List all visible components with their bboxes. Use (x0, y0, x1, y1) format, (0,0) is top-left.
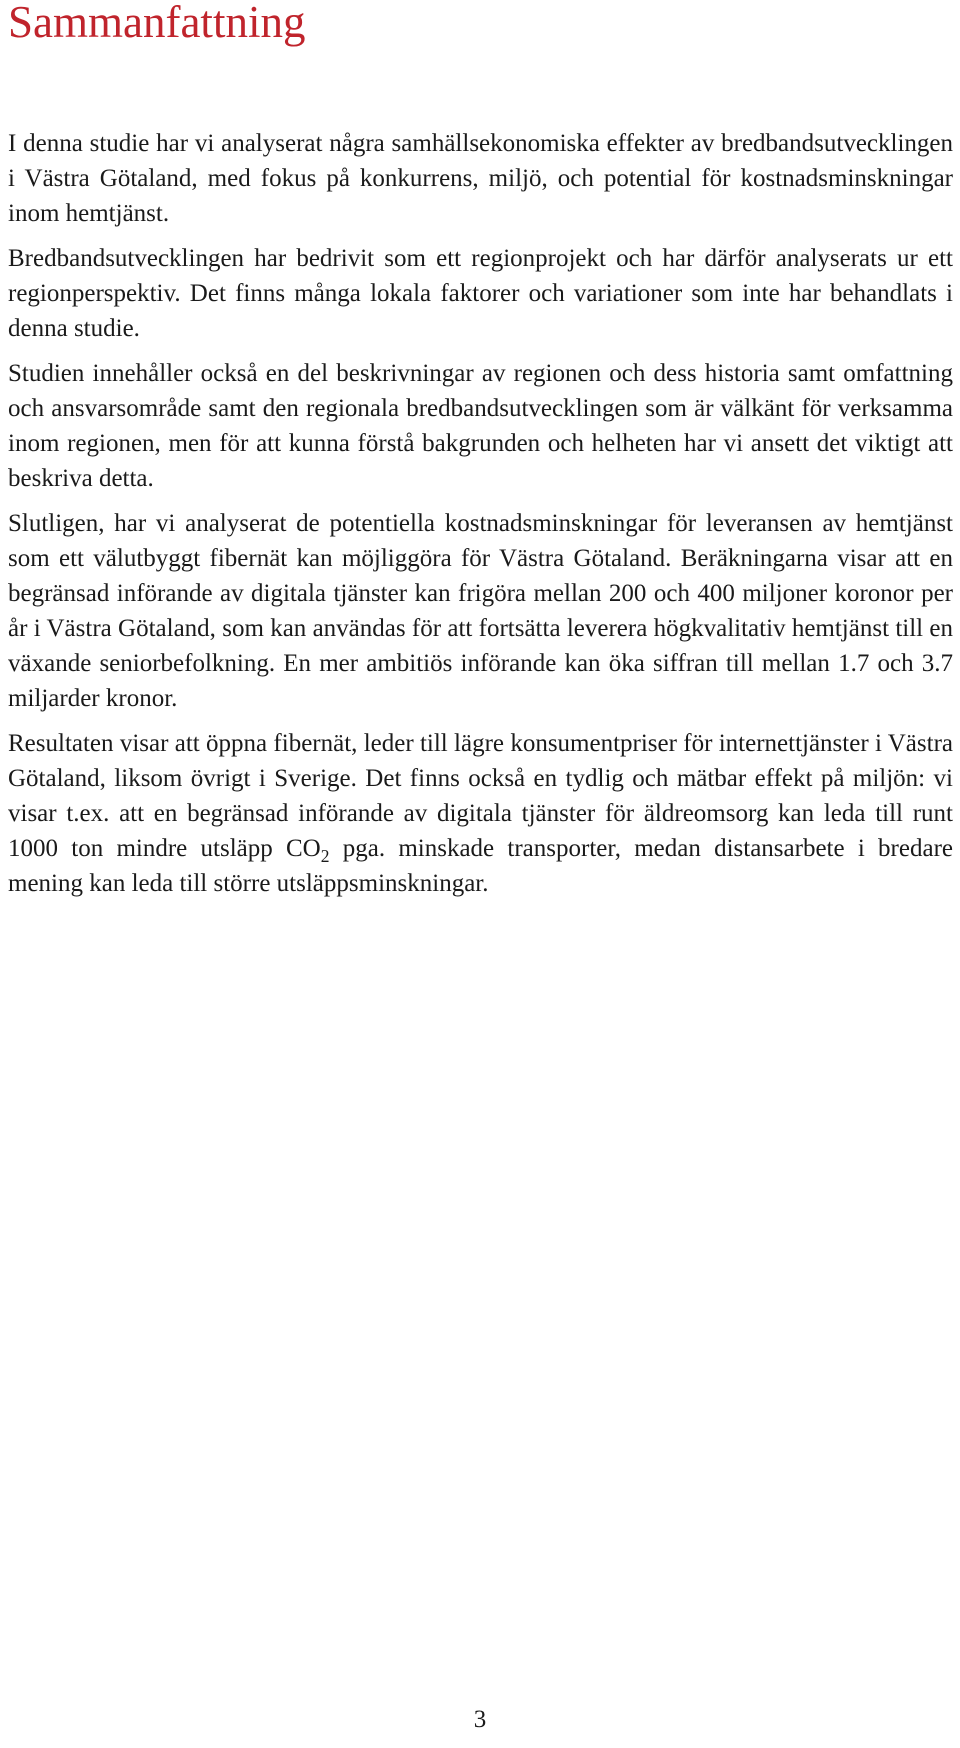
co2-subscript: 2 (320, 846, 330, 866)
page-title: Sammanfattning (8, 0, 306, 47)
summary-body (8, 126, 953, 911)
paragraph-background: Studien innehåller också en del beskrivningar av regionen och dess historia samt omfattning och ansvarsområde samt den regionala bredbandsutvecklingen som är välkänt för verksamma inom regionen, men för att kunna förstå bakgrunden och helheten har vi ansett det viktigt att beskriva detta. (8, 360, 953, 492)
results-text-after: pga. minskade transporter, medan distansarbete i bredare mening kan leda till större utsläppsminskningar. (8, 835, 953, 897)
paragraph-region: Bredbandsutvecklingen har bedrivit som ett regionprojekt och har därför analyserats ur ett regionperspektiv. Det finns många lokala faktorer och variationer som inte har behandlats i denna studie. (8, 245, 953, 342)
paragraph-intro: I denna studie har vi analyserat några samhällsekonomiska effekter av bredbandsutvecklingen i Västra Götaland, med fokus på konkurrens, miljö, och potential för kostnadsminskningar inom hemtjänst. (8, 130, 953, 227)
paragraph-results (8, 726, 953, 901)
page-number: 3 (473, 1706, 487, 1733)
results-text-before: Resultaten visar att öppna fibernät, leder till lägre konsumentpriser för internettjänster i Västra Götaland, liksom övrigt i Sverige. Det finns också en tydlig och mätbar effekt på miljön: vi visar t.ex. att en begränsad införande av digitala tjänster för äldreomsorg kan leda till runt 1000 ton mindre utsläpp CO (8, 730, 953, 862)
paragraph-cost-savings: Slutligen, har vi analyserat de potentiella kostnadsminskningar för leveransen av hemtjänst som ett välutbyggt fibernät kan möjliggöra för Västra Götaland. Beräkningarna visar att en begränsad införande av digitala tjänster kan frigöra mellan 200 och 400 miljoner koronor per år i Västra Götaland, som kan användas för att fortsätta leverera högkvalitativ hemtjänst till en växande seniorbefolkning. En mer ambitiös införande kan öka siffran till mellan 1.7 och 3.7 miljarder kronor. (8, 510, 953, 712)
